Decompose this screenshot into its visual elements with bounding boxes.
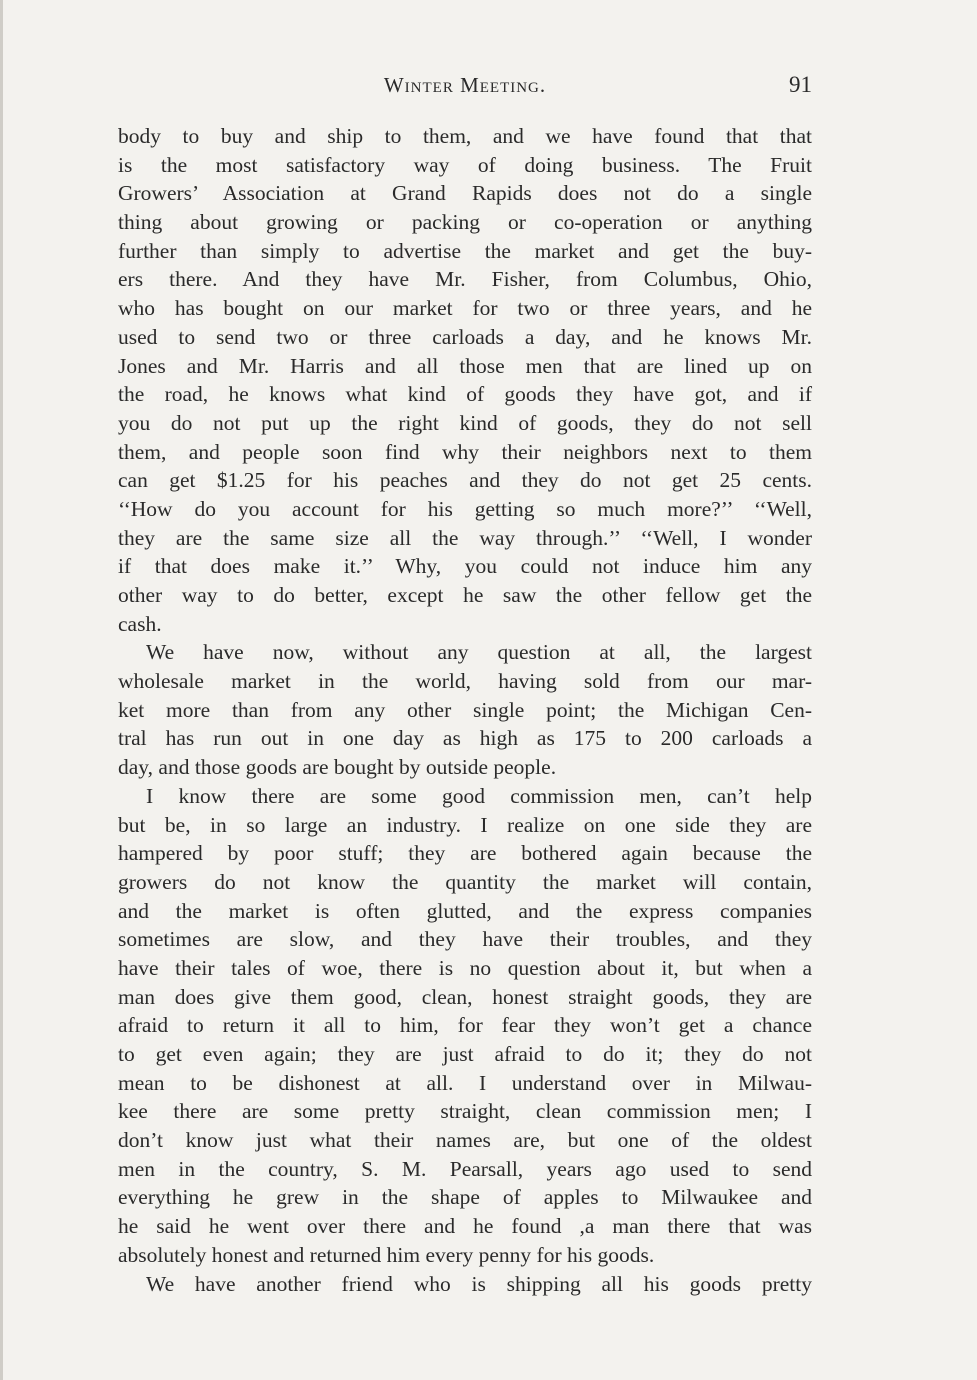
running-head [118, 70, 812, 104]
text-line: but be, in so large an industry. I realize on one side they are [118, 812, 812, 837]
text-line: further than simply to advertise the market and get the buy- [118, 238, 812, 263]
text-line: he said he went over there and he found ,a man there that was [118, 1214, 812, 1239]
text-line: everything he grew in the shape of apples to Milwaukee and [118, 1185, 812, 1210]
text-line: man does give them good, clean, honest straight goods, they are [118, 984, 812, 1009]
text-line: ket more than from any other single point; the Michigan Cen- [118, 697, 812, 722]
text-line: them, and people soon find why their neighbors next to them [118, 439, 812, 464]
text-line: if that does make it.’’ Why, you could not induce him any [118, 554, 812, 579]
text-line: and the market is often glutted, and the express companies [118, 898, 812, 923]
text-line: We have now, without any question at all, the largest [146, 640, 812, 665]
text-line: body to buy and ship to them, and we have found that that [118, 124, 812, 148]
page-edge [0, 0, 3, 1380]
text-line: cash. [118, 611, 162, 636]
text-line: is the most satisfactory way of doing business. The Fruit [118, 152, 812, 177]
text-line: afraid to return it all to him, for fear they won’t get a chance [118, 1013, 812, 1038]
text-line: day, and those goods are bought by outside people. [118, 755, 557, 780]
text-line: Jones and Mr. Harris and all those men that are lined up on [118, 353, 812, 378]
text-line: who has bought on our market for two or three years, and he [118, 296, 812, 321]
text-line: kee there are some pretty straight, clean commission men; I [118, 1099, 812, 1124]
text-line: ‘‘How do you account for his getting so much more?’’ ‘‘Well, [118, 496, 812, 521]
text-line: can get $1.25 for his peaches and they do not get 25 cents. [118, 468, 812, 493]
text-line: absolutely honest and returned him every penny for his goods. [118, 1242, 655, 1267]
text-line: I know there are some good commission men, can’t help [146, 783, 812, 808]
page-number: 91 [789, 72, 812, 97]
text-line: wholesale market in the world, having sold from our mar- [118, 669, 812, 694]
text-line: We have another friend who is shipping all his goods pretty [146, 1271, 812, 1296]
text-line: growers do not know the quantity the market will contain, [118, 869, 812, 894]
text-line: tral has run out in one day as high as 175 to 200 carloads a [118, 726, 812, 751]
running-title: Winter Meeting. [383, 73, 547, 97]
text-line: sometimes are slow, and they have their troubles, and they [118, 927, 812, 952]
text-line: ers there. And they have Mr. Fisher, from Columbus, Ohio, [118, 267, 812, 292]
text-line: have their tales of woe, there is no question about it, but when a [118, 955, 812, 980]
text-line: the road, he knows what kind of goods they have got, and if [118, 382, 812, 407]
text-line: to get even again; they are just afraid to do it; they do not [118, 1042, 812, 1066]
text-line: other way to do better, except he saw the other fellow get the [118, 583, 812, 607]
text-line: don’t know just what their names are, but one of the oldest [118, 1128, 812, 1153]
text-line: used to send two or three carloads a day, and he knows Mr. [118, 324, 812, 349]
text-line: you do not put up the right kind of goods, they do not sell [118, 410, 812, 435]
text-line: mean to be dishonest at all. I understand over in Milwau- [118, 1070, 812, 1095]
text-line: men in the country, S. M. Pearsall, years ago used to send [118, 1156, 812, 1181]
text-line: Growers’ Association at Grand Rapids does not do a single [118, 181, 812, 206]
text-line: hampered by poor stuff; they are bothered again because the [118, 841, 812, 866]
text-line: thing about growing or packing or co-operation or anything [118, 210, 812, 235]
text-line: they are the same size all the way through.’’ ‘‘Well, I wonder [118, 525, 812, 550]
body-text [118, 122, 812, 1298]
